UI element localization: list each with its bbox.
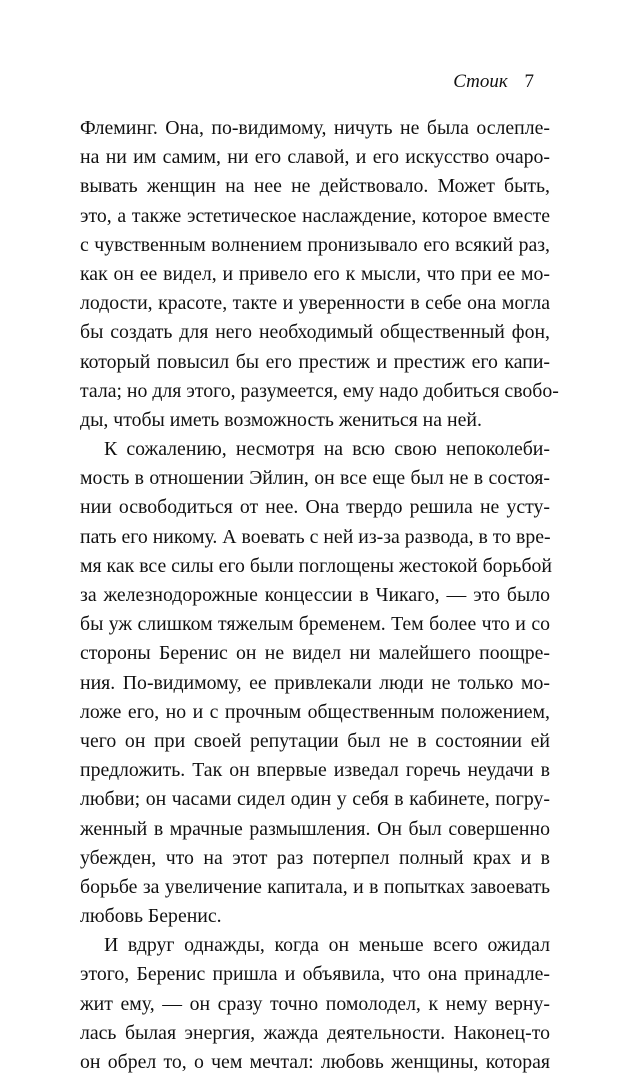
text-line: ложе его, но и с прочным общественным положением, <box>80 700 550 723</box>
paragraph-1 <box>80 114 559 435</box>
text-line: бы уж слишком тяжелым бременем. Тем более что и со <box>80 613 550 636</box>
text-line: женный в мрачные размышления. Он был совершенно <box>80 817 550 840</box>
paragraph-2 <box>80 435 550 931</box>
text-line: ды, чтобы иметь возможность жениться на ней. <box>80 408 482 431</box>
running-head <box>453 70 534 94</box>
text-line: за железнодорожные концессии в Чикаго, — это было <box>80 584 550 606</box>
page-number: 7 <box>524 71 534 92</box>
text-line: тала; но для этого, разумеется, ему надо добиться свобо- <box>80 379 559 402</box>
text-line: предложить. Так он впервые изведал горечь неудачи в <box>80 759 550 782</box>
text-line: ния. По-видимому, ее привлекали люди не только мо- <box>80 671 550 694</box>
text-line: как он ее видел, и привело его к мысли, что при ее мо- <box>80 262 550 285</box>
text-line: с чувственным волнением пронизывало его всякий раз, <box>80 233 550 256</box>
text-line: жит ему, — он сразу точно помолодел, к нему верну- <box>80 992 550 1015</box>
text-line: стороны Беренис он не видел ни малейшего поощре- <box>80 642 550 665</box>
text-line: на ни им самим, ни его славой, и его искусство очаро- <box>80 146 550 169</box>
text-line: нии освободиться от нее. Она твердо решила не усту- <box>80 496 550 519</box>
running-head-title: Стоик <box>453 71 508 92</box>
text-line: любовь Беренис. <box>80 905 222 928</box>
text-line: мость в отношении Эйлин, он все еще был не в состоя- <box>80 467 550 490</box>
text-line: бы создать для него необходимый общественный фон, <box>80 321 550 344</box>
text-line: это, а также эстетическое наслаждение, которое вместе <box>80 204 550 227</box>
paragraph-3 <box>80 931 550 1077</box>
text-line: чего он при своей репутации был не в состоянии ей <box>80 729 550 752</box>
text-line: убежден, что на этот раз потерпел полный крах и в <box>80 846 550 869</box>
page-body <box>80 114 559 1077</box>
text-line: пать его никому. А воевать с ней из-за развода, в то вре- <box>80 525 551 548</box>
text-line: вывать женщин на нее не действовало. Может быть, <box>80 175 550 198</box>
text-line: любви; он часами сидел один у себя в кабинете, погру- <box>80 788 550 811</box>
text-line: лась былая энергия, жажда деятельности. Наконец-то <box>80 1021 550 1044</box>
text-line: Флеминг. Она, по-видимому, ничуть не была ослепле- <box>80 117 550 139</box>
text-line: К сожалению, несмотря на всю свою непоколеби- <box>104 438 550 461</box>
text-line: этого, Беренис пришла и объявила, что она принадле- <box>80 963 550 986</box>
text-line: лодости, красоте, такте и уверенности в себе она могла <box>80 292 550 315</box>
text-line: он обрел то, о чем мечтал: любовь женщины, которая <box>80 1051 550 1073</box>
text-line: борьбе за увеличение капитала, и в попытках завоевать <box>80 875 550 898</box>
text-line: который повысил бы его престиж и престиж его капи- <box>80 350 550 373</box>
text-line: мя как все силы его были поглощены жестокой борьбой <box>80 554 552 577</box>
text-line: И вдруг однажды, когда он меньше всего ожидал <box>104 934 550 957</box>
